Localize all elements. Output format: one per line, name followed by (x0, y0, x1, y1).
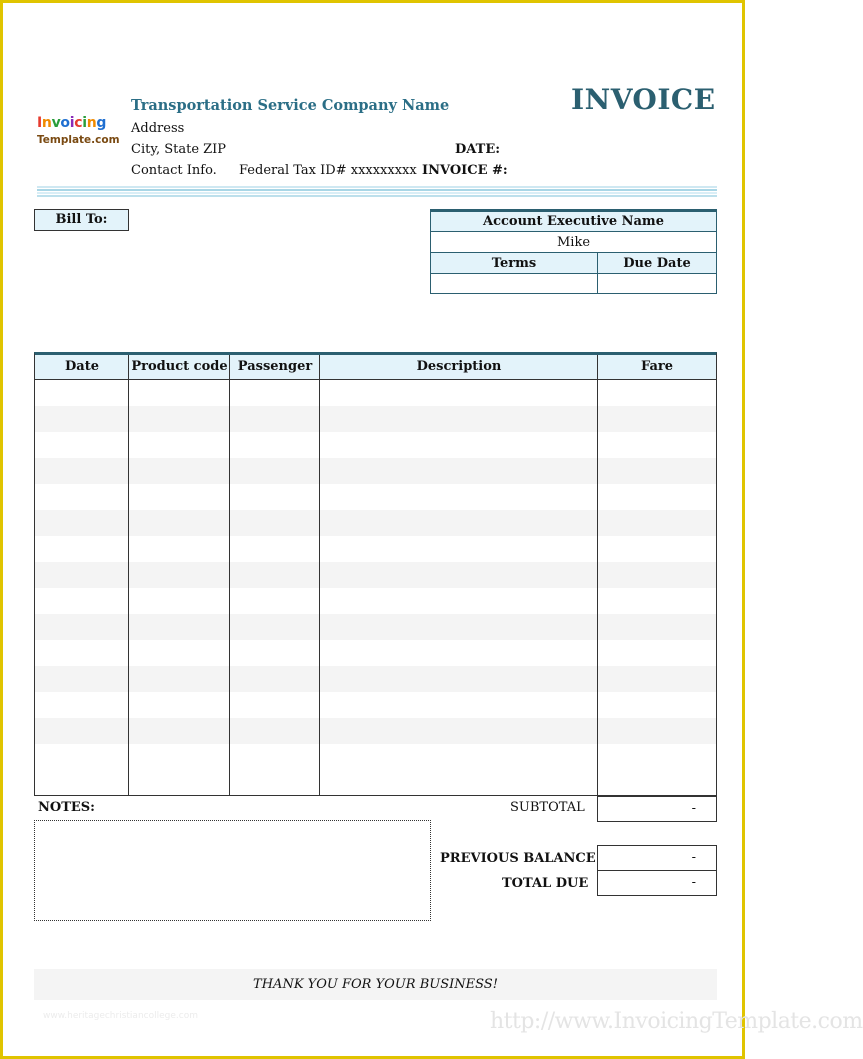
watermark: http://www.InvoicingTemplate.com (490, 1009, 863, 1034)
terms-header: Terms (431, 253, 598, 274)
items-table-header (35, 355, 716, 380)
column-header-date: Date (65, 359, 99, 374)
table-row[interactable] (35, 510, 716, 536)
table-row[interactable] (35, 562, 716, 588)
logo-letter: g (96, 115, 107, 131)
date-label: DATE: (455, 142, 501, 157)
company-address: Address (131, 121, 185, 136)
logo-letter: I (37, 115, 42, 131)
bill-to-label: Bill To: (34, 209, 129, 231)
logo-letter: n (41, 115, 52, 131)
column-header-product-code: Product code (131, 359, 228, 374)
logo-letter: c (74, 115, 83, 131)
thank-you-message: THANK YOU FOR YOUR BUSINESS! (34, 969, 717, 1000)
due-date-header: Due Date (598, 253, 716, 274)
company-city-state-zip: City, State ZIP (131, 142, 227, 157)
watermark-small: www.heritagechristiancollege.com (43, 1011, 198, 1021)
invoice-title: INVOICE (571, 83, 716, 116)
column-divider (128, 355, 129, 796)
subtotal-label: SUBTOTAL (510, 800, 585, 815)
column-divider (229, 355, 230, 796)
table-row[interactable] (35, 718, 716, 744)
account-exec-header: Account Executive Name (431, 212, 716, 232)
table-row[interactable] (35, 614, 716, 640)
company-logo (37, 115, 120, 155)
column-divider (319, 355, 320, 796)
items-table (34, 352, 717, 796)
notes-label: NOTES: (38, 800, 95, 815)
column-header-description: Description (416, 359, 502, 374)
logo-line-1 (37, 115, 117, 131)
column-header-fare: Fare (640, 359, 674, 374)
table-row[interactable] (35, 458, 716, 484)
notes-field[interactable] (34, 820, 431, 921)
table-row[interactable] (35, 666, 716, 692)
due-date-value[interactable] (598, 274, 716, 294)
logo-letter: n (86, 115, 97, 131)
previous-balance-label: PREVIOUS BALANCE (440, 851, 596, 866)
total-due-label: TOTAL DUE (502, 876, 589, 891)
total-due-value[interactable]: - (597, 870, 717, 896)
logo-letter: i (82, 115, 87, 131)
company-tax-id: Federal Tax ID# xxxxxxxxx (239, 163, 417, 178)
logo-letter: i (69, 115, 75, 131)
logo-line-2: Template.com (37, 134, 120, 146)
table-row[interactable] (35, 406, 716, 432)
account-exec-value[interactable]: Mike (431, 232, 716, 253)
column-divider (597, 355, 598, 796)
logo-letter: v (51, 115, 61, 131)
company-name: Transportation Service Company Name (131, 97, 450, 114)
header-divider (37, 186, 717, 198)
company-contact: Contact Info. (131, 163, 217, 178)
account-info-table (430, 209, 717, 294)
column-header-passenger: Passenger (237, 359, 313, 374)
subtotal-value[interactable]: - (597, 796, 717, 822)
terms-value[interactable] (431, 274, 598, 294)
invoice-number-label: INVOICE #: (422, 163, 508, 178)
logo-letter: o (60, 115, 70, 131)
previous-balance-value[interactable]: - (597, 845, 717, 871)
